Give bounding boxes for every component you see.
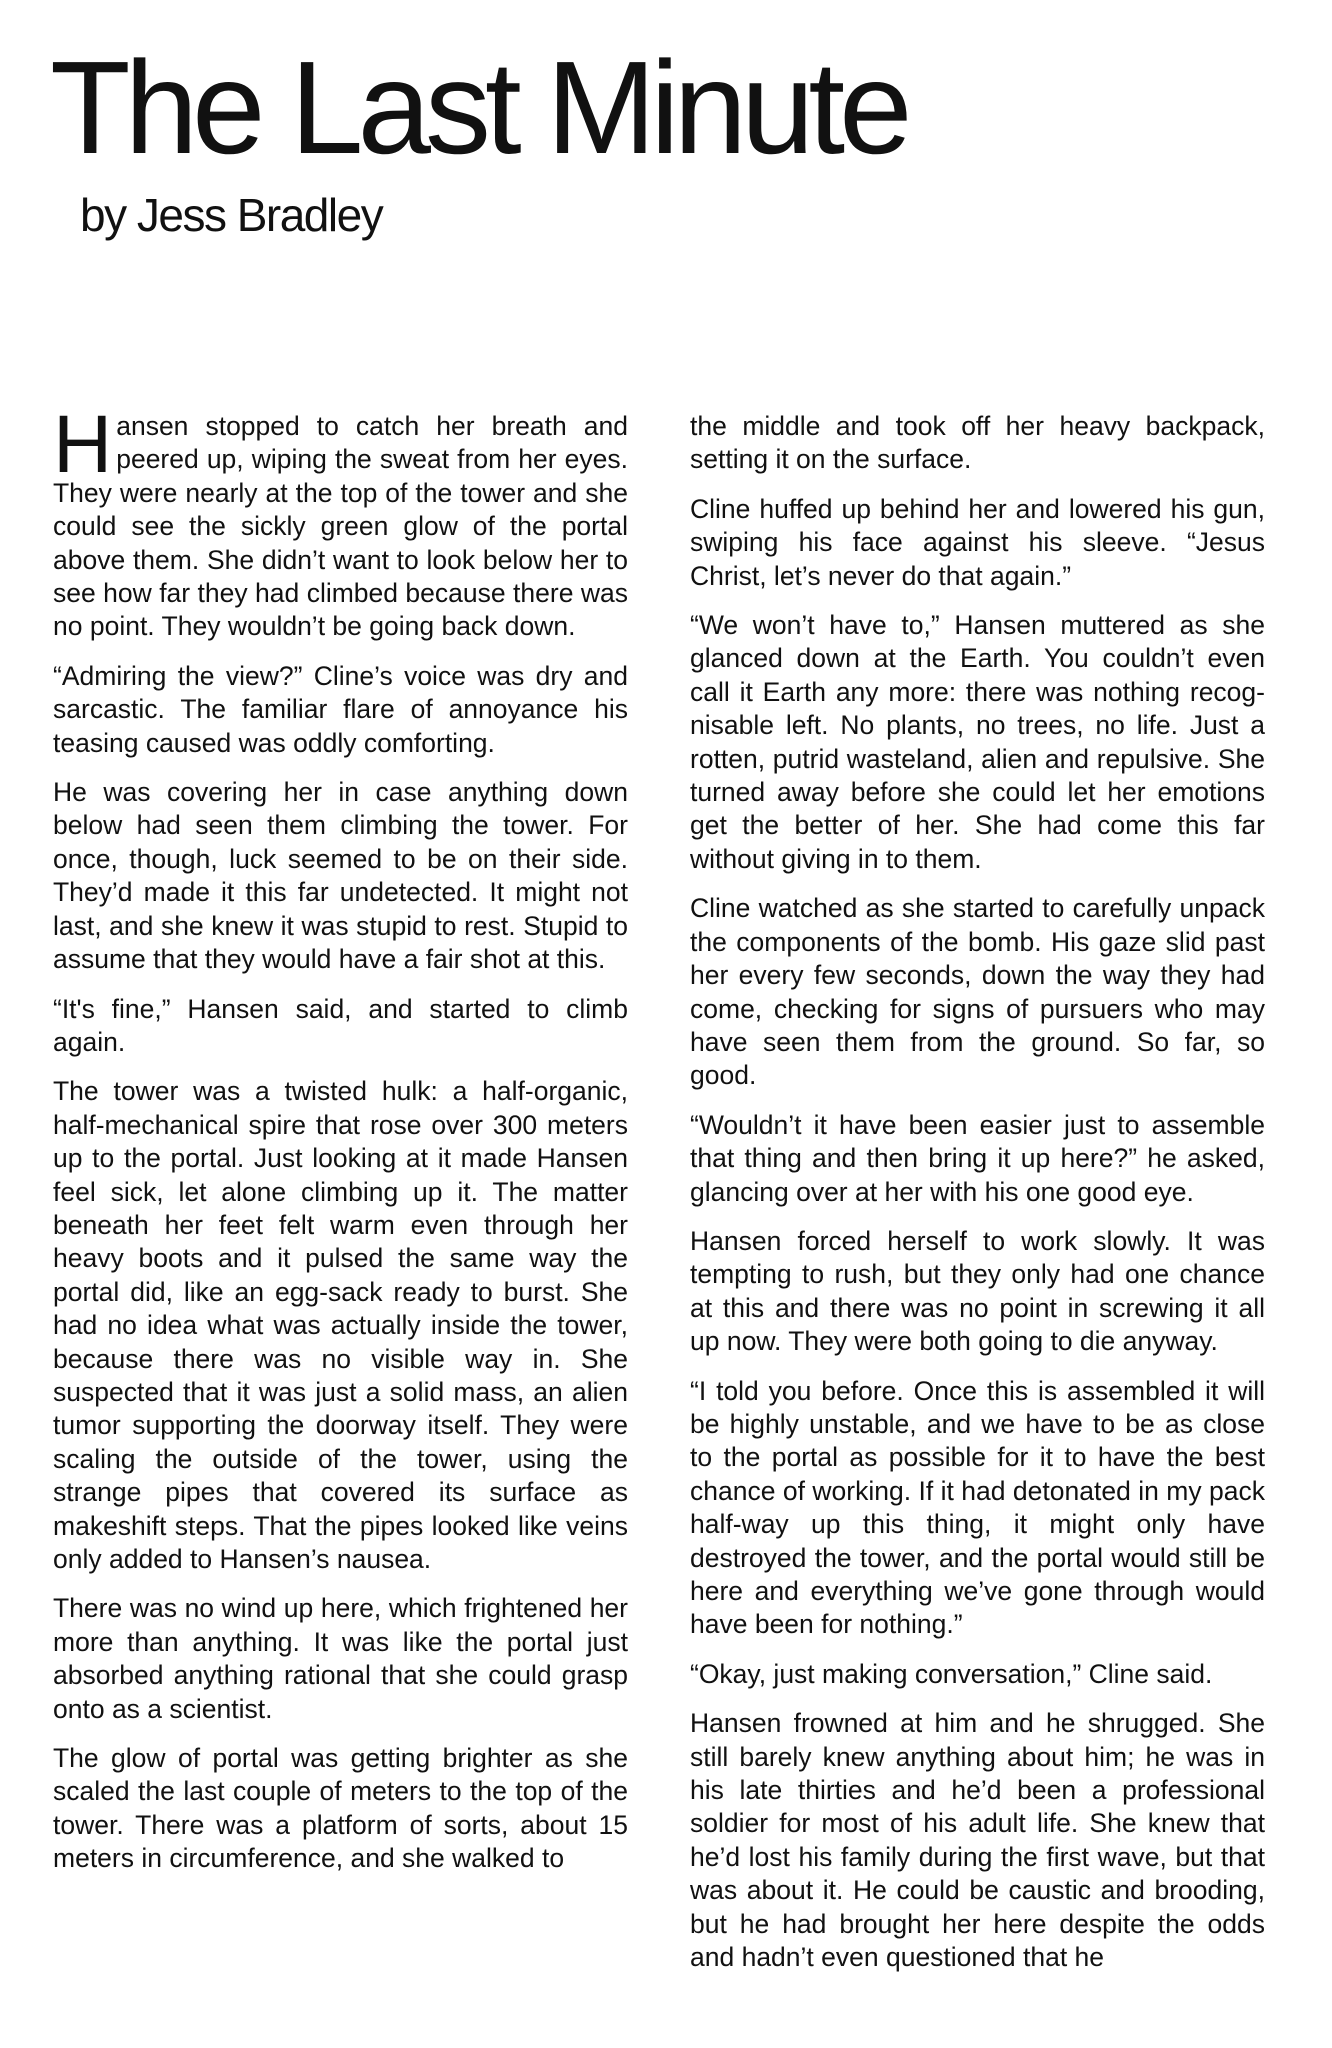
paragraph: Hansen frowned at him and he shrugged. She still barely knew anything about him; he was in his late thirties and he’d been a professional soldier for most of his adult life. She knew that he’d lost his family during the first wave, but that was about it. He could be caustic and brooding, but he had brought her here despite the odds and hadn’t even questioned that he xyxy=(690,1708,1265,1973)
paragraph: The glow of portal was getting brighter as she scaled the last couple of meters to the top of the tower. There was a platform of sorts, about 15 meters in circumference, and she walked to xyxy=(53,1743,628,1874)
paragraph: He was covering her in case anything down below had seen them climbing the tower. For once, though, luck seemed to be on their side. They’d made it this far undetected. It might not last, and she knew it was stupid to rest. Stupid to assume that they would have a fair shot at this. xyxy=(53,777,628,975)
paragraph: The tower was a twisted hulk: a half-organic, half-mechanical spire that rose over 300 meters up to the portal. Just looking at it made Hansen feel sick, let alone climbing up it. The matter beneath her feet felt warm even through her heavy boots and it pulsed the same way the portal did, like an egg-sack ready to burst. She had no idea what was actually inside the tower, because there was no visible way in. She suspected that it was just a solid mass, an alien tumor supporting the doorway itself. They were scaling the outside of the tower, using the strange pipes that covered its surface as makeshift steps. That the pipes looked like veins only added to Hansen’s nausea. xyxy=(53,1076,628,1574)
paragraph: “Admiring the view?” Cline’s voice was dry and sarcastic. The familiar flare of annoyance his teasing caused was oddly comforting. xyxy=(53,660,628,758)
story-title: The Last Minute xyxy=(50,34,907,181)
paragraph: Cline huffed up behind her and lowered his gun, swiping his face against his sleeve. “Jesus Christ, let’s never do that again.” xyxy=(690,493,1265,591)
paragraph: “Okay, just making conversation,” Cline said. xyxy=(690,1658,1213,1689)
drop-cap: H xyxy=(53,399,113,490)
paragraph: Cline watched as she started to carefully unpack the components of the bomb. His gaze slid past her every few seconds, down the way they had come, checking for signs of pursuers who may have seen them from the ground. So far, so good. xyxy=(690,893,1265,1091)
left-column xyxy=(53,399,628,1876)
author-byline: by Jess Bradley xyxy=(80,189,383,241)
paragraph: “We won’t have to,” Hansen muttered as she glanced down at the Earth. You couldn’t even call it Earth any more: there was nothing recognisable left. No plants, no trees, no life. Just a rotten, putrid wasteland, alien and repulsive. She turned away before she could let her emotions get the better of her. She had come this far without giving in to them. xyxy=(690,610,1265,874)
paragraph: Hansen forced herself to work slowly. It was tempting to rush, but they only had one chance at this and there was no point in screwing it all up now. They were both going to die anyway. xyxy=(690,1225,1265,1357)
paragraph: the middle and took off her heavy backpack, setting it on the surface. xyxy=(690,411,1265,475)
paragraph: “Wouldn’t it have been easier just to assemble that thing and then bring it up here?” he asked, glancing over at her with his one good eye. xyxy=(690,1109,1265,1207)
paragraph xyxy=(53,399,628,644)
right-column xyxy=(690,410,1265,1974)
paragraph: There was no wind up here, which frightened her more than anything. It was like the portal just absorbed anything rational that she could grasp onto as a scientist. xyxy=(53,1593,628,1724)
paragraph: “It's fine,” Hansen said, and started to climb again. xyxy=(53,993,628,1057)
paragraph: “I told you before. Once this is assembled it will be highly unstable, and we have to be as close to the portal as possible for it to have the best chance of working. If it had detonated in my pack half-way up this thing, it might only have destroyed the tower, and the portal would still be here and everything we’ve gone through would have been for nothing.” xyxy=(690,1375,1265,1640)
paragraph-text: ansen stopped to catch her breath and peered up, wiping the sweat from her eyes. They were nearly at the top of the tower and she could see the sickly green glow of the portal above them. She didn’t want to look below her to see how far they had climbed because there was no point. They wouldn’t be going back down. xyxy=(53,411,628,642)
